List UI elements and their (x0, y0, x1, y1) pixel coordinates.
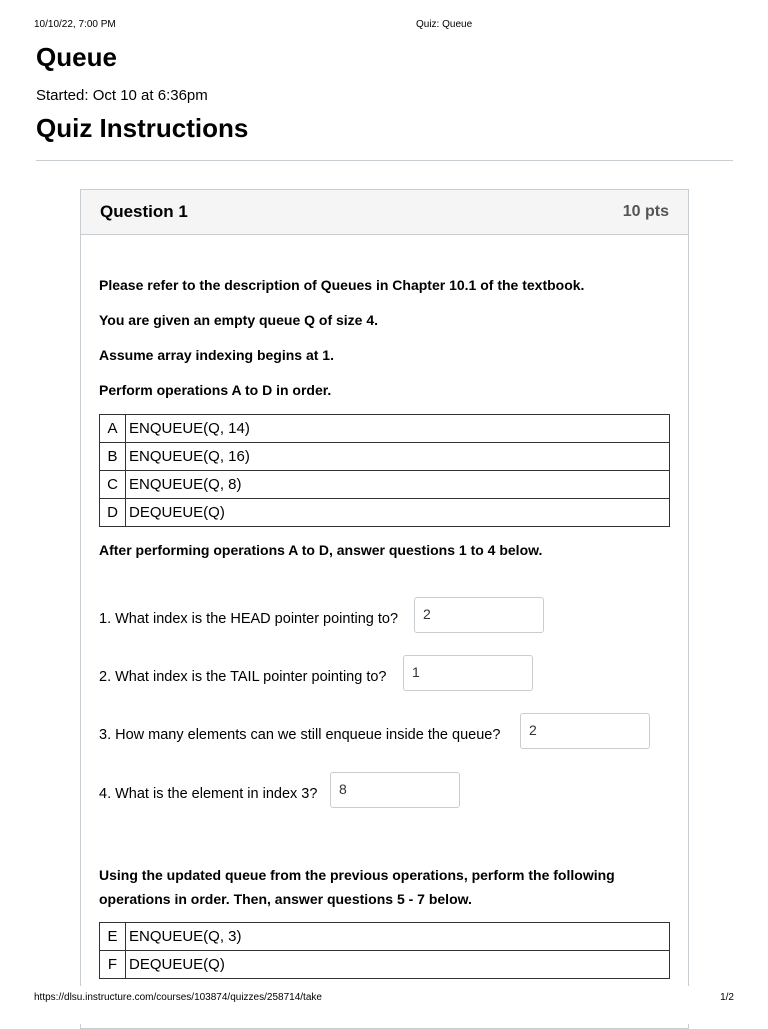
table-row (100, 415, 670, 443)
intro-textbook-ref: Please refer to the description of Queues in Chapter 10.1 of the textbook. (99, 277, 585, 293)
op-text: DEQUEUE(Q) (126, 951, 670, 979)
table-row (100, 923, 670, 951)
answer-input-3[interactable]: 2 (520, 713, 650, 749)
subquestion-3-text: 3. How many elements can we still enqueue inside the queue? (99, 727, 501, 743)
op-letter: D (100, 499, 126, 527)
quiz-instructions-heading: Quiz Instructions (36, 113, 249, 143)
op-text: DEQUEUE(Q) (126, 499, 670, 527)
intro-queue-size: You are given an empty queue Q of size 4. (99, 312, 379, 328)
subquestion-2-text: 2. What index is the TAIL pointer pointing to? (99, 669, 387, 685)
print-url: https://dlsu.instructure.com/courses/103874/quizzes/258714/take (34, 992, 322, 1003)
table-row (100, 471, 670, 499)
op-letter: E (100, 923, 126, 951)
started-timestamp: Started: Oct 10 at 6:36pm (36, 87, 208, 104)
table-row (100, 951, 670, 979)
print-date: 10/10/22, 7:00 PM (34, 19, 116, 30)
question-points: 10 pts (622, 203, 669, 220)
subquestion-1-text: 1. What index is the HEAD pointer pointing to? (99, 611, 399, 627)
print-page-number: 1/2 (720, 992, 734, 1003)
op-letter: A (100, 415, 126, 443)
op-text: ENQUEUE(Q, 16) (126, 443, 670, 471)
question-name: Question 1 (100, 202, 188, 221)
divider (36, 160, 733, 161)
after-ops-instructions: After performing operations A to D, answer questions 1 to 4 below. (99, 542, 543, 558)
quiz-title: Queue (36, 42, 117, 72)
answer-input-2[interactable]: 1 (403, 655, 533, 691)
updated-queue-instructions: Using the updated queue from the previous operations, perform the following operations in order. Then, answer questions 5 - 7 below. (99, 867, 615, 907)
op-letter: B (100, 443, 126, 471)
print-page-title: Quiz: Queue (416, 19, 473, 30)
subquestion-4-text: 4. What is the element in index 3? (99, 786, 318, 802)
op-text: ENQUEUE(Q, 8) (126, 471, 670, 499)
intro-perform: Perform operations A to D in order. (99, 382, 332, 398)
table-row (100, 443, 670, 471)
intro-indexing: Assume array indexing begins at 1. (99, 347, 334, 363)
op-text: ENQUEUE(Q, 3) (126, 923, 670, 951)
print-footer (34, 992, 734, 1006)
table-row (100, 499, 670, 527)
op-letter: C (100, 471, 126, 499)
op-letter: F (100, 951, 126, 979)
print-header (34, 19, 734, 33)
operations-table-1 (99, 414, 670, 527)
answer-input-1[interactable]: 2 (414, 597, 544, 633)
answer-input-4[interactable]: 8 (330, 772, 460, 808)
op-text: ENQUEUE(Q, 14) (126, 415, 670, 443)
operations-table-2 (99, 922, 670, 979)
question-header (81, 190, 688, 235)
